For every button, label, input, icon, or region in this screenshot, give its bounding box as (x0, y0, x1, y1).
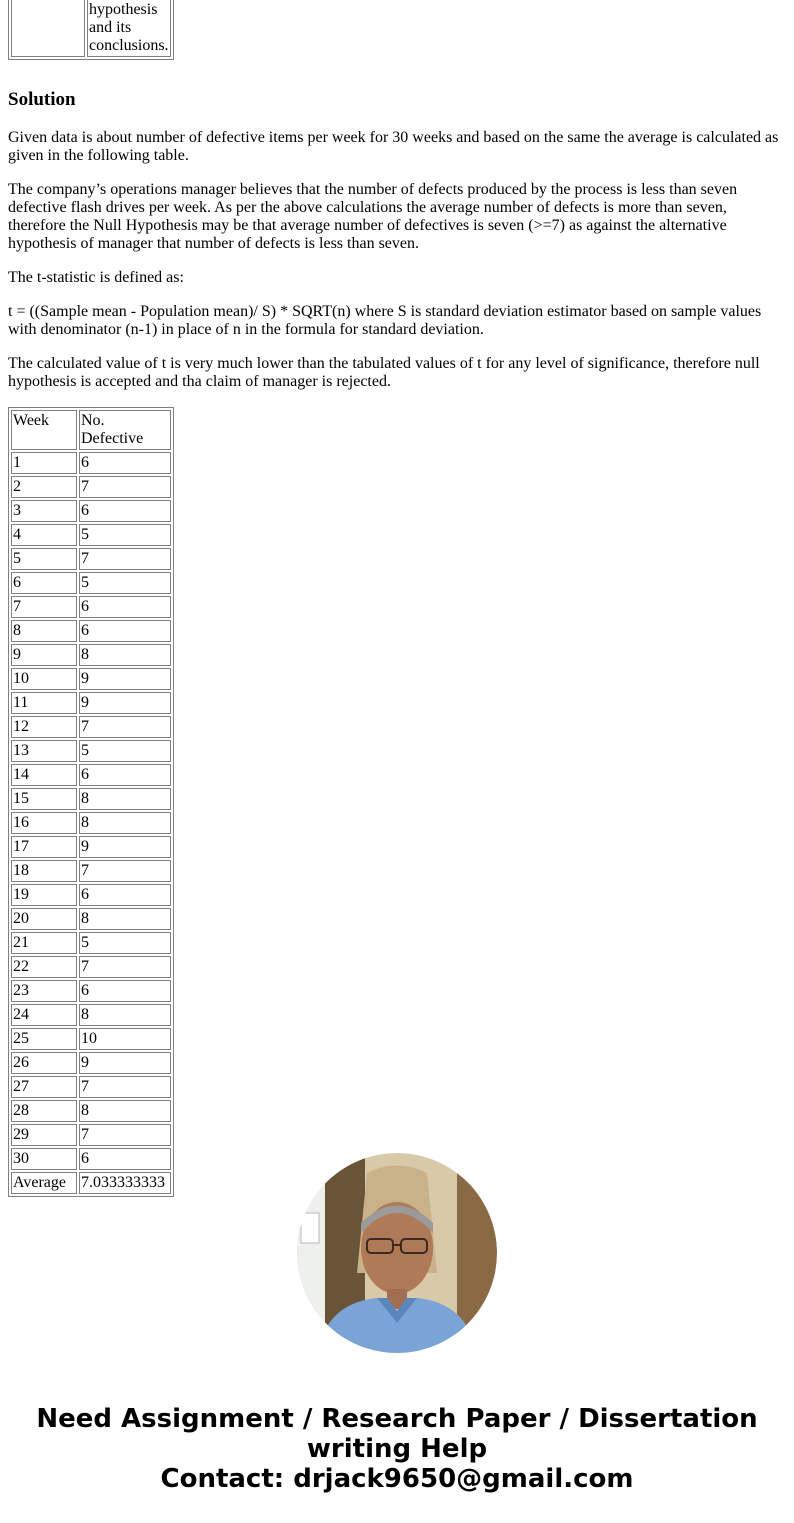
week-cell: 25 (11, 1028, 77, 1050)
table-row (11, 500, 171, 522)
defective-cell: 6 (79, 500, 171, 522)
week-cell: 24 (11, 1004, 77, 1026)
paragraph-data-description: Given data is about number of defective items per week for 30 weeks and based on the same the average is calculated as given in the following table. (8, 129, 779, 164)
defective-cell: 8 (79, 1100, 171, 1122)
defective-cell: 5 (79, 932, 171, 954)
paragraph-hypothesis: The company’s operations manager believes that the number of defects produced by the process is less than seven defective flash drives per week. As per the above calculations the average number of defects is more than seven, therefore the Null Hypothesis may be that average number of defectives is seven (>=7) as against the alternative hypothesis of manager that number of defects is less than seven. (8, 181, 738, 252)
paragraph-t-statistic-intro: The t-statistic is defined as: (8, 269, 184, 286)
table-row (11, 476, 171, 498)
table-row (11, 908, 171, 930)
defective-cell: 9 (79, 1052, 171, 1074)
defective-cell: 7 (79, 956, 171, 978)
table-row (11, 764, 171, 786)
table-row (11, 548, 171, 570)
table-row (11, 572, 171, 594)
table-row (11, 620, 171, 642)
table-row (11, 644, 171, 666)
table-row (11, 884, 171, 906)
paragraph-conclusion: The calculated value of t is very much lower than the tabulated values of t for any level of significance, therefore null hypothesis is accepted and tha claim of manager is rejected. (8, 355, 760, 390)
average-label: Average (11, 1172, 77, 1194)
week-cell: 2 (11, 476, 77, 498)
solution-heading: Solution (8, 89, 76, 110)
defective-cell: 5 (79, 740, 171, 762)
person-photo-icon (297, 1153, 497, 1353)
avatar (297, 1153, 497, 1353)
defective-cell: 6 (79, 884, 171, 906)
table-row (11, 788, 171, 810)
week-cell: 13 (11, 740, 77, 762)
defective-cell: 9 (79, 692, 171, 714)
week-cell: 4 (11, 524, 77, 546)
table-header-row (11, 410, 171, 450)
table-row (11, 1100, 171, 1122)
table-row (11, 1028, 171, 1050)
defective-cell: 6 (79, 620, 171, 642)
defective-cell: 6 (79, 452, 171, 474)
defective-cell: 6 (79, 980, 171, 1002)
defective-cell: 9 (79, 668, 171, 690)
top-table (8, 0, 174, 60)
column-header-week: Week (11, 410, 77, 450)
defective-cell: 10 (79, 1028, 171, 1050)
week-cell: 10 (11, 668, 77, 690)
table-row (11, 1076, 171, 1098)
week-cell: 3 (11, 500, 77, 522)
defective-cell: 7 (79, 1124, 171, 1146)
table-row (11, 932, 171, 954)
week-cell: 28 (11, 1100, 77, 1122)
table-row (11, 740, 171, 762)
week-cell: 12 (11, 716, 77, 738)
week-cell: 1 (11, 452, 77, 474)
week-cell: 7 (11, 596, 77, 618)
defective-cell: 7 (79, 1076, 171, 1098)
table-row (11, 1052, 171, 1074)
defective-cell: 8 (79, 1004, 171, 1026)
week-cell: 9 (11, 644, 77, 666)
week-cell: 20 (11, 908, 77, 930)
week-cell: 17 (11, 836, 77, 858)
defective-cell: 6 (79, 596, 171, 618)
week-cell: 16 (11, 812, 77, 834)
promo-contact: Contact: drjack9650@gmail.com (160, 1464, 634, 1494)
average-value: 7.033333333 (79, 1172, 171, 1194)
week-cell: 30 (11, 1148, 77, 1170)
column-header-defective: No. Defective (79, 410, 171, 450)
week-cell: 26 (11, 1052, 77, 1074)
promo-line-1: Need Assignment / Research Paper / Dissertation (36, 1404, 758, 1434)
table-cell-empty (11, 0, 85, 57)
table-row (11, 956, 171, 978)
defective-cell: 7 (79, 716, 171, 738)
defective-cell: 6 (79, 1148, 171, 1170)
defective-cell: 9 (79, 836, 171, 858)
week-cell: 15 (11, 788, 77, 810)
week-cell: 29 (11, 1124, 77, 1146)
table-row (11, 1124, 171, 1146)
week-cell: 21 (11, 932, 77, 954)
week-cell: 18 (11, 860, 77, 882)
week-cell: 14 (11, 764, 77, 786)
promo-banner (0, 1404, 794, 1494)
defective-cell: 5 (79, 572, 171, 594)
paragraph-t-formula: t = ((Sample mean - Population mean)/ S) * SQRT(n) where S is standard deviation estimator based on sample values with denominator (n-1) in place of n in the formula for standard deviation. (8, 303, 762, 338)
week-cell: 27 (11, 1076, 77, 1098)
defective-cell: 7 (79, 548, 171, 570)
table-row (11, 860, 171, 882)
defective-cell: 8 (79, 644, 171, 666)
defective-cell: 6 (79, 764, 171, 786)
table-row (11, 716, 171, 738)
table-row (11, 452, 171, 474)
defective-cell: 8 (79, 812, 171, 834)
week-cell: 19 (11, 884, 77, 906)
week-cell: 22 (11, 956, 77, 978)
week-cell: 8 (11, 620, 77, 642)
week-cell: 23 (11, 980, 77, 1002)
table-row (11, 1148, 171, 1170)
table-row (11, 524, 171, 546)
week-cell: 5 (11, 548, 77, 570)
table-row (11, 596, 171, 618)
defects-table (8, 407, 174, 1197)
table-row (11, 692, 171, 714)
week-cell: 11 (11, 692, 77, 714)
week-cell: 6 (11, 572, 77, 594)
table-cell-text: hypothesis and its conclusions. (87, 0, 171, 57)
defective-cell: 8 (79, 908, 171, 930)
table-row (11, 812, 171, 834)
table-row (11, 1004, 171, 1026)
table-average-row (11, 1172, 171, 1194)
promo-line-2: writing Help (306, 1434, 488, 1464)
defective-cell: 8 (79, 788, 171, 810)
table-row (11, 0, 171, 57)
table-row (11, 836, 171, 858)
defective-cell: 5 (79, 524, 171, 546)
table-row (11, 980, 171, 1002)
table-row (11, 668, 171, 690)
defective-cell: 7 (79, 860, 171, 882)
defective-cell: 7 (79, 476, 171, 498)
